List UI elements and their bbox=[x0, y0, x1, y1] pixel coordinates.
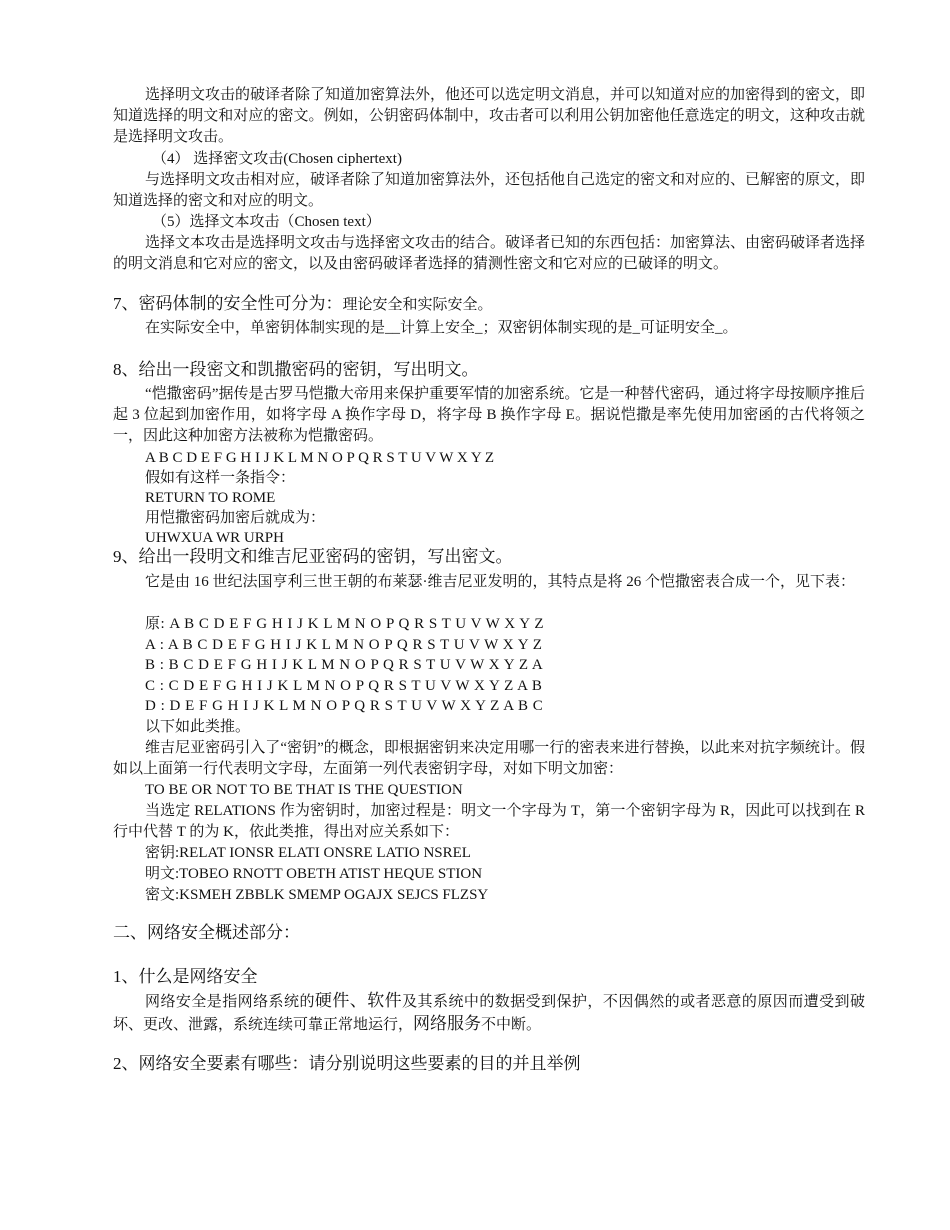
chosen-ciphertext-paragraph: 与选择明文攻击相对应，破译者除了知道加密算法外，还包括他自己选定的密文和对应的、已解密的原文，即知道选择的密文和对应的明文。 bbox=[113, 172, 866, 209]
question-7-heading bbox=[113, 293, 493, 316]
caesar-alphabet: A B C D E F G H I J K L M N O P Q R S T U V W X Y Z bbox=[145, 450, 495, 466]
vigenere-table-row: B : B C D E F G H I J K L M N O P Q R S T U V W X Y Z A bbox=[145, 657, 544, 673]
ciphertext-line: 密文:KSMEH ZBBLK SMEMP OGAJX SEJCS FLZSY bbox=[145, 887, 489, 903]
definition-part-2: 及其系统中的数据受到保护，不因偶然的或者恶意的原因而遭受到破坏、更改、泄露，系统连续可靠正常地运行， bbox=[113, 994, 865, 1033]
plaintext-example: TO BE OR NOT TO BE THAT IS THE QUESTION bbox=[145, 782, 463, 798]
section-2-question-2-heading: 2、网络安全要素有哪些：请分别说明这些要素的目的并且举例 bbox=[113, 1054, 581, 1073]
caesar-line-4: UHWXUA WR URPH bbox=[145, 530, 284, 546]
definition-hardware-software: 硬件、软件 bbox=[314, 991, 403, 1010]
question-7-title: 7、密码体制的安全性可分为： bbox=[113, 294, 343, 313]
vigenere-paragraph: 它是由 16 世纪法国亨利三世王朝的布莱瑟·维吉尼亚发明的，其特点是将 26 个恺撒密表合成一个，见下表： bbox=[145, 574, 855, 590]
question-9-heading: 9、给出一段明文和维吉尼亚密码的密钥，写出密文。 bbox=[113, 547, 513, 566]
vigenere-table-row: D : D E F G H I J K L M N O P Q R S T U V W X Y Z A B C bbox=[145, 698, 544, 714]
question-8-heading: 8、给出一段密文和凯撒密码的密钥，写出明文。 bbox=[113, 360, 479, 379]
definition-part-3: 不中断。 bbox=[481, 1017, 542, 1033]
question-7-answer: 理论安全和实际安全。 bbox=[342, 297, 493, 313]
item-5-title: （5）选择文本攻击（Chosen text） bbox=[152, 214, 381, 230]
caesar-line-1: 假如有这样一条指令： bbox=[145, 470, 296, 486]
network-security-definition bbox=[113, 990, 865, 1036]
caesar-paragraph: “恺撒密码”据传是古罗马恺撒大帝用来保护重要军情的加密系统。它是一种替代密码，通过将字母按顺序推后起 3 位起到加密作用，如将字母 A 换作字母 D，将字母 B 换作字母 E。据说恺撒是率先使用加密函的古代将领之一，因此这种加密方法被称为恺撒密码。 bbox=[113, 386, 865, 444]
vigenere-paragraph-3: 当选定 RELATIONS 作为密钥时，加密过程是：明文一个字母为 T，第一个密钥字母为 R，因此可以找到在 R 行中代替 T 的为 K，依此类推，得出对应关系如下： bbox=[113, 803, 865, 840]
vigenere-table-row: C : C D E F G H I J K L M N O P Q R S T U V W X Y Z A B bbox=[145, 678, 543, 694]
key-line: 密钥:RELAT IONSR ELATI ONSRE LATIO NSREL bbox=[145, 845, 471, 861]
vigenere-paragraph-2: 维吉尼亚密码引入了“密钥”的概念，即根据密钥来决定用哪一行的密表来进行替换，以此来对抗字频统计。假如以上面第一行代表明文字母，左面第一列代表密钥字母，对如下明文加密： bbox=[113, 740, 865, 777]
item-4-title: （4） 选择密文攻击(Chosen ciphertext) bbox=[152, 151, 402, 167]
plaintext-line: 明文:TOBEO RNOTT OBETH ATIST HEQUE STION bbox=[145, 866, 483, 882]
section-2-question-1-heading: 1、什么是网络安全 bbox=[113, 967, 258, 986]
vigenere-table-etc: 以下如此类推。 bbox=[145, 719, 251, 735]
chosen-text-paragraph: 选择文本攻击是选择明文攻击与选择密文攻击的结合。破译者已知的东西包括：加密算法、由密码破译者选择的明文消息和它对应的密文，以及由密码破译者选择的猜测性密文和它对应的已破译的明文。 bbox=[113, 235, 866, 272]
vigenere-table-row: A : A B C D E F G H I J K L M N O P Q R S T U V W X Y Z bbox=[145, 637, 543, 653]
vigenere-table-row: 原: A B C D E F G H I J K L M N O P Q R S T U V W X Y Z bbox=[145, 616, 544, 632]
question-7-detail: 在实际安全中，单密钥体制实现的是__计算上安全_；双密钥体制实现的是_可证明安全_。 bbox=[145, 320, 738, 336]
definition-network-service: 网络服务 bbox=[413, 1014, 482, 1033]
caesar-line-2: RETURN TO ROME bbox=[145, 490, 276, 506]
chosen-plaintext-paragraph: 选择明文攻击的破译者除了知道加密算法外，他还可以选定明文消息，并可以知道对应的加密得到的密文，即知道选择的明文和对应的密文。例如，公钥密码体制中，攻击者可以利用公钥加密他任意选定的明文，这种攻击就是选择明文攻击。 bbox=[113, 87, 866, 145]
caesar-line-3: 用恺撒密码加密后就成为： bbox=[145, 510, 326, 526]
definition-part-1: 网络安全是指网络系统的 bbox=[145, 994, 315, 1010]
section-2-heading: 二、网络安全概述部分： bbox=[113, 923, 300, 942]
